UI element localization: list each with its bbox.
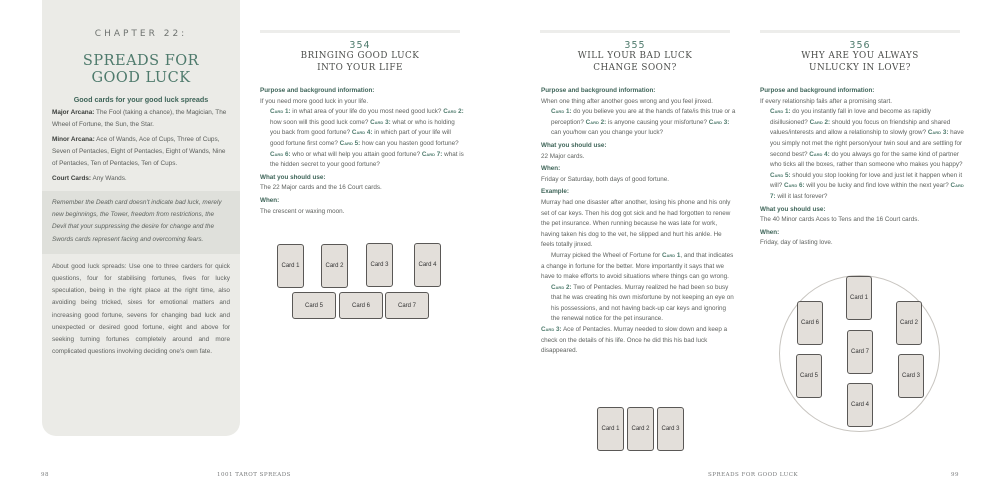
card-questions: [260, 107, 465, 171]
spread-number-355: 355: [624, 40, 646, 51]
card-question: do you believe you are at the hands of fate/is this true or a perception?: [551, 108, 736, 126]
spread-title-354: [260, 51, 460, 74]
layout-card: Card 1: [277, 244, 304, 288]
when-text: The crescent or waxing moon.: [260, 207, 345, 215]
court-cards-text: Any Wands.: [91, 175, 127, 182]
major-arcana-para: [52, 107, 230, 131]
chapter-sidebar: [42, 0, 240, 436]
card-label: Card 1:: [770, 108, 791, 116]
when-heading: When:: [760, 228, 780, 236]
use-heading: What you should use:: [260, 173, 326, 181]
layout-card: Card 4: [847, 383, 873, 427]
card-question: what is the hidden secret to your good fortune?: [270, 150, 464, 169]
layout-card: Card 3: [366, 243, 393, 287]
example-card3: [541, 325, 736, 357]
minor-arcana-label: Minor Arcana:: [52, 136, 95, 143]
death-card-note: Remember the Death card doesn't indicate bad luck, merely new beginnings, the Tower, freedom from restrictions, the Devil that your suppressing the desire for change and the Swords cards represent facing and overcoming fears.: [42, 191, 240, 254]
card-question: how can you hasten good fortune?: [360, 139, 459, 147]
card-label: Card 5:: [339, 139, 361, 147]
court-cards-para: [52, 173, 230, 185]
purpose-text: If every relationship fails after a promising start.: [760, 97, 892, 105]
top-rule-356: [760, 30, 960, 33]
top-rule-354: [260, 30, 460, 33]
right-page-number: 99: [951, 472, 959, 478]
chapter-title: [52, 53, 230, 87]
card-question: do you instantly fall in love and become as rapidly disillusioned?: [770, 108, 931, 126]
use-heading: What you should use:: [541, 141, 607, 149]
card-label: Card 3:: [927, 129, 949, 137]
spread-title-355-line1: WILL YOUR BAD LUCK: [577, 51, 693, 61]
minor-arcana-text: Ace of Wands, Ace of Cups, Three of Cups, Seven of Pentacles, Eight of Pentacles, Eight of Wands, Nine of Pentacles, Ten of Pentacles, Ten of Cups.: [52, 136, 226, 167]
example-card2-text: Two of Pentacles. Murray realized he had been so busy that he was creating his own misfortune by not keeping an eye on his possessions, and not having back-up car keys and ignoring the renewal notice for the pet insurance.: [551, 283, 734, 323]
use-heading: What you should use:: [760, 205, 826, 213]
example-card3-text: Ace of Pentacles. Murray needed to slow down and keep a check on the details of his life. Once he did this his bad luck disappeared.: [541, 326, 728, 355]
layout-card: Card 7: [385, 292, 429, 319]
card-label: Card 1:: [551, 108, 572, 116]
card-question: have you simply not met the right person/your twin soul and are settling for second best?: [770, 129, 964, 158]
example-p2: [541, 251, 736, 283]
layout-card: Card 2: [627, 407, 654, 451]
card-label: Card 7:: [421, 150, 443, 158]
purpose-text: If you need more good luck in your life.: [260, 97, 369, 105]
example-card2: [541, 283, 736, 325]
card-question: should you stop looking for love and just let it happen when it will?: [770, 171, 963, 190]
card-question: who or what will help you attain good fortune?: [290, 150, 422, 158]
when-heading: When:: [541, 165, 561, 173]
card-label: Card 2:: [809, 118, 831, 126]
left-running-title: 1001 TAROT SPREADS: [217, 472, 291, 478]
major-arcana-label: Major Arcana:: [52, 109, 95, 116]
purpose-heading: Purpose and background information:: [760, 87, 875, 94]
card-label: Card 5:: [770, 171, 791, 179]
purpose-heading: Purpose and background information:: [541, 87, 656, 94]
card-question: can you/how can you change your luck?: [551, 129, 664, 137]
card-question: is anyone causing your misfortune?: [606, 118, 709, 126]
court-cards-label: Court Cards:: [52, 175, 92, 182]
spread-body-356: [760, 84, 965, 249]
use-text: 22 Major cards.: [541, 152, 585, 160]
top-rule-355: [540, 30, 730, 33]
good-cards-heading: Good cards for your good luck spreads: [73, 95, 209, 104]
spread-title-356: [760, 51, 960, 74]
card-label: Card 6:: [784, 182, 805, 190]
spread-title-355-line2: CHANGE SOON?: [593, 62, 677, 73]
layout-card: Card 3: [898, 354, 924, 398]
card-question: how soon will this good luck come?: [270, 118, 371, 126]
layout-card: Card 2: [321, 244, 348, 288]
card-label: Card 4:: [351, 129, 373, 137]
use-text: The 40 Minor cards Aces to Tens and the 16 Court cards.: [760, 216, 920, 224]
layout-card: Card 1: [846, 276, 872, 320]
layout-card: Card 2: [896, 301, 922, 345]
minor-arcana-para: [52, 134, 230, 170]
example-p2-a: Murray picked the Wheel of Fortune for: [551, 251, 662, 259]
example-p2-b: , and that indicates a change in fortune for the better. More importantly it says that we have to make efforts to avoid situations where things can go wrong.: [541, 251, 734, 281]
card-label: Card 2:: [551, 283, 572, 291]
card-question: what or who is holding you back from good fortune?: [270, 118, 455, 137]
purpose-text: When one thing after another goes wrong and you feel jinxed.: [541, 97, 713, 105]
layout-card: Card 6: [339, 292, 383, 319]
when-heading: When:: [260, 196, 280, 204]
card-question: will you be lucky and find love within the next year?: [804, 182, 951, 190]
chapter-title-line2: GOOD LUCK: [91, 70, 191, 86]
example-p1: Murray had one disaster after another, losing his phone and his only set of car keys. Then his dog got sick and he had forgotten to renew the pet insurance. When running because he was late for work, having taken his dog to the vet, he slipped and hurt his ankle. He feels totally jinxed.: [541, 198, 731, 249]
spread-body-354: [260, 84, 465, 217]
spread-number-356: 356: [849, 40, 871, 51]
layout-card: Card 4: [414, 243, 441, 287]
card-questions: [541, 107, 736, 139]
spread-body-355: [541, 84, 736, 357]
card-label: Card 3:: [541, 326, 562, 334]
card-label: Card 1:: [270, 108, 291, 116]
major-arcana-text: The Fool (taking a chance), the Magician, The Wheel of Fortune, the Sun, the Star.: [52, 109, 227, 128]
layout-card: Card 7: [847, 330, 873, 374]
card-label: Card 3:: [370, 118, 391, 126]
layout-card: Card 6: [797, 301, 823, 345]
layout-card: Card 5: [292, 292, 336, 319]
when-text: Friday or Saturday, both days of good fortune.: [541, 175, 669, 183]
layout-card: Card 3: [657, 407, 684, 451]
spread-title-356-line1: WHY ARE YOU ALWAYS: [801, 51, 919, 61]
card-question: should you focus on friendship and shared values/interests and allow a relationship to slowly grow?: [770, 118, 951, 137]
about-good-luck-spreads: About good luck spreads: Use one to three carders for quick questions, four for stabilising fortunes, fives for lucky speculation, being in the right place at the right time, also avoiding being tricked, sixes for emotional matters and increasing good fortune, sevens for changing bad luck and unexpected or desired good fortune, eight and above for seeking turning fortunes completely around and more complicated questions involving deciding one's own fate.: [52, 262, 230, 356]
layout-card: Card 5: [796, 354, 822, 398]
when-text: Friday, day of lasting love.: [760, 239, 833, 247]
card-label: Card 7:: [770, 182, 964, 200]
right-running-title: SPREADS FOR GOOD LUCK: [708, 472, 799, 478]
use-text: The 22 Major cards and the 16 Court cards.: [260, 184, 382, 192]
card-label: Card 4:: [809, 150, 830, 158]
chapter-label: CHAPTER 22:: [94, 29, 188, 39]
example-heading: Example:: [541, 188, 569, 196]
chapter-title-line1: SPREADS FOR: [82, 53, 200, 69]
spread-title-354-line1: BRINGING GOOD LUCK: [300, 51, 420, 61]
card-label: Card 6:: [270, 150, 291, 158]
spread-number-354: 354: [349, 40, 371, 51]
card-question: in which part of your life will good fortune first come?: [270, 129, 451, 147]
left-page-number: 98: [41, 472, 49, 478]
card-questions: [760, 107, 965, 202]
spread-title-354-line2: INTO YOUR LIFE: [317, 62, 403, 73]
card-question: do you always go for the same kind of partner who ticks all the boxes, rather than someone who makes you happy?: [770, 150, 963, 169]
card-label: Card 1: [661, 251, 681, 259]
card-question: will it last forever?: [775, 192, 828, 200]
purpose-heading: Purpose and background information:: [260, 87, 375, 94]
spread-title-356-line2: UNLUCKY IN LOVE?: [809, 62, 911, 73]
card-label: Card 2:: [443, 108, 464, 116]
card-label: Card 3:: [708, 118, 730, 126]
layout-card: Card 1: [597, 407, 624, 451]
spread-title-355: [535, 51, 735, 74]
card-label: Card 2:: [585, 118, 607, 126]
card-question: in what area of your life do you most need good luck?: [290, 108, 444, 116]
